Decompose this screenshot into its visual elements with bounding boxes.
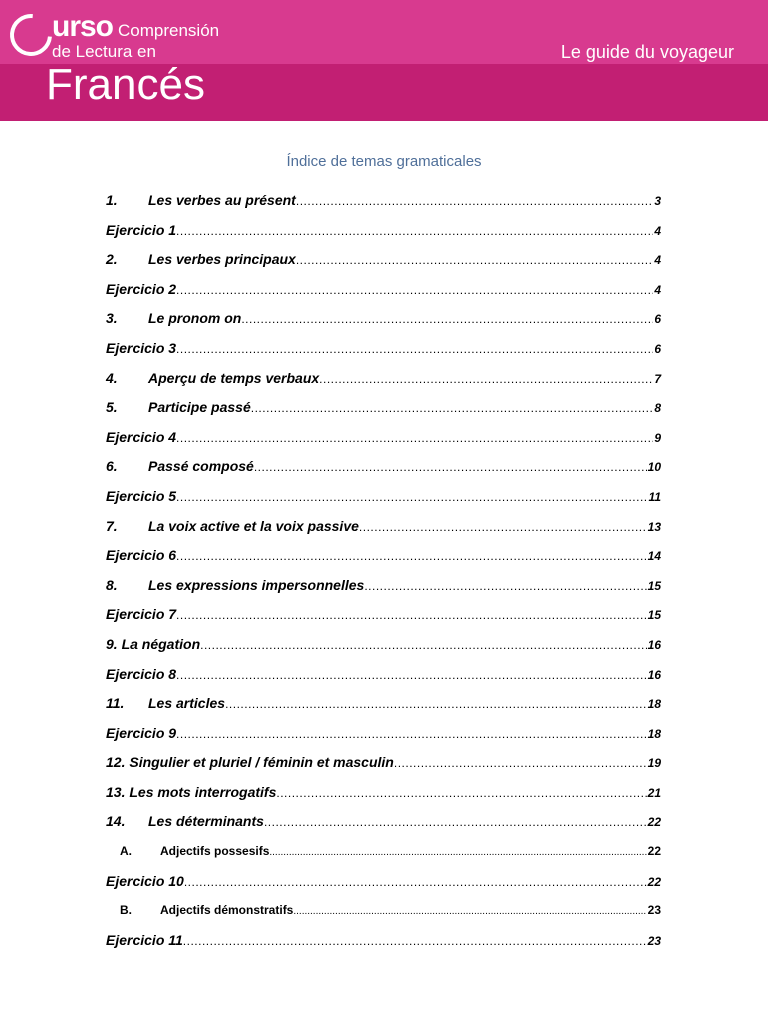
- toc-entry-page: 9: [654, 430, 661, 445]
- toc-entry[interactable]: [106, 512, 661, 542]
- toc-entry-page: 6: [654, 312, 661, 327]
- toc-leader-dots: [176, 222, 653, 240]
- toc-leader-dots: [176, 725, 647, 743]
- toc-entry[interactable]: [106, 600, 661, 630]
- toc-entry[interactable]: [106, 452, 661, 482]
- toc-entry-number: 5.: [106, 399, 118, 416]
- toc-leader-dots: [296, 192, 653, 210]
- toc-title: Índice de temas gramaticales: [286, 153, 482, 170]
- toc-entry-label: Ejercicio 5: [106, 487, 177, 504]
- toc-leader-dots: [359, 518, 647, 536]
- toc-entry-page: 10: [647, 460, 661, 475]
- toc-entry-number: 11.: [106, 695, 125, 712]
- toc-entry[interactable]: [106, 689, 661, 719]
- toc-entry-page: 22: [647, 874, 661, 889]
- toc-entry-page: 13: [647, 519, 661, 534]
- toc-entry-label: 9. La négation: [106, 635, 201, 652]
- toc-entry-page: 4: [654, 253, 661, 268]
- toc-entry-page: 8: [654, 401, 661, 416]
- guide-title: Le guide du voyageur: [560, 42, 734, 62]
- toc-leader-dots: [176, 666, 647, 684]
- toc-entry-label: Aperçu de temps verbaux: [148, 369, 320, 386]
- toc-entry-page: 7: [654, 371, 661, 386]
- toc-leader-dots: [269, 844, 646, 862]
- toc-entry-label: Les verbes au présent: [148, 192, 296, 208]
- toc-entry-label: La voix active et la voix passive: [148, 517, 359, 534]
- toc-entry-label: Ejercicio 1: [106, 221, 177, 238]
- toc-entry-page: 15: [647, 608, 661, 623]
- toc-leader-dots: [184, 873, 647, 891]
- toc-entry-page: 18: [647, 697, 661, 712]
- toc-leader-dots: [254, 458, 647, 476]
- toc-leader-dots: [176, 340, 653, 358]
- toc-leader-dots: [183, 932, 647, 950]
- toc-entry[interactable]: [106, 719, 661, 749]
- toc-entry-number: 8.: [106, 576, 118, 593]
- toc-entry[interactable]: [106, 748, 661, 778]
- toc-leader-dots: [176, 281, 653, 299]
- toc-leader-dots: [319, 370, 653, 388]
- toc-entry[interactable]: [106, 304, 661, 334]
- toc-entry-number: B.: [120, 903, 132, 918]
- toc-entry-page: 19: [647, 756, 661, 771]
- toc-entry[interactable]: [106, 630, 661, 660]
- toc-entry-label: Adjectifs possesifs: [160, 844, 270, 859]
- toc-entry-label: Participe passé: [148, 399, 251, 416]
- toc-leader-dots: [394, 754, 647, 772]
- toc-entry-page: 22: [647, 815, 661, 830]
- toc-entry-page: 18: [647, 726, 661, 741]
- toc-leader-dots: [293, 903, 646, 921]
- toc-leader-dots: [176, 429, 653, 447]
- toc-leader-dots: [176, 547, 647, 565]
- toc-entry-label: Ejercicio 9: [106, 724, 177, 741]
- toc-entry[interactable]: [106, 186, 661, 216]
- toc-entry-label: Le pronom on: [148, 310, 242, 327]
- toc-leader-dots: [200, 636, 647, 654]
- toc-entry[interactable]: [106, 245, 661, 275]
- logo-curso: urso: [52, 10, 114, 43]
- toc-entry-page: 3: [654, 194, 661, 208]
- toc-entry-label: Les articles: [148, 695, 226, 712]
- toc-entry[interactable]: [106, 423, 661, 453]
- toc-leader-dots: [176, 488, 647, 506]
- logo-line1: Comprensión: [118, 21, 220, 40]
- toc-entry-label: Ejercicio 8: [106, 665, 177, 682]
- toc-entry[interactable]: [106, 896, 661, 926]
- toc-entry-label: Ejercicio 11: [106, 931, 183, 948]
- toc-entry-label: Les déterminants: [148, 813, 264, 830]
- toc-entry-page: 16: [647, 637, 661, 652]
- table-of-contents: [106, 186, 661, 955]
- toc-entry-page: 22: [647, 844, 661, 859]
- toc-entry[interactable]: [106, 571, 661, 601]
- toc-leader-dots: [364, 577, 646, 595]
- toc-entry-page: 4: [654, 282, 661, 297]
- toc-entry-page: 23: [647, 933, 661, 948]
- toc-entry-label: Les verbes principaux: [148, 251, 296, 268]
- toc-entry-label: 13. Les mots interrogatifs: [106, 783, 277, 800]
- page-header: [0, 0, 768, 121]
- toc-entry[interactable]: [106, 275, 661, 305]
- toc-entry[interactable]: [106, 541, 661, 571]
- toc-entry-number: 4.: [106, 369, 118, 386]
- toc-entry-page: 23: [647, 903, 661, 918]
- toc-entry[interactable]: [106, 926, 661, 956]
- toc-entry-label: Ejercicio 7: [106, 606, 177, 623]
- toc-entry[interactable]: [106, 837, 661, 867]
- toc-leader-dots: [241, 310, 653, 328]
- toc-leader-dots: [176, 606, 647, 624]
- toc-entry[interactable]: [106, 660, 661, 690]
- toc-entry-number: A.: [120, 844, 132, 859]
- toc-leader-dots: [264, 813, 647, 831]
- toc-entry[interactable]: [106, 393, 661, 423]
- logo-frances: Francés: [46, 60, 205, 109]
- toc-entry-page: 21: [647, 785, 661, 800]
- toc-entry-label: Passé composé: [148, 458, 254, 475]
- toc-entry-page: 14: [647, 549, 661, 564]
- toc-entry[interactable]: [106, 867, 661, 897]
- toc-leader-dots: [225, 695, 647, 713]
- toc-leader-dots: [251, 399, 654, 417]
- toc-entry-label: Ejercicio 2: [106, 280, 177, 297]
- toc-entry-label: Adjectifs démonstratifs: [160, 903, 294, 918]
- toc-entry-label: Ejercicio 3: [106, 339, 177, 356]
- toc-entry[interactable]: [106, 482, 661, 512]
- toc-entry[interactable]: [106, 364, 661, 394]
- toc-entry-page: 4: [654, 223, 661, 238]
- toc-leader-dots: [296, 251, 653, 269]
- toc-entry-page: 6: [654, 341, 661, 356]
- toc-entry-page: 11: [648, 489, 661, 504]
- toc-entry-label: Ejercicio 4: [106, 428, 177, 445]
- toc-entry-number: 2.: [106, 251, 118, 268]
- toc-entry-number: 7.: [106, 517, 118, 534]
- toc-entry-page: 15: [647, 578, 661, 593]
- toc-entry[interactable]: [106, 216, 661, 246]
- logo-line2: de Lectura en: [52, 42, 156, 61]
- toc-entry-number: 3.: [106, 310, 118, 327]
- toc-entry-label: Ejercicio 10: [106, 872, 184, 889]
- toc-entry-label: Ejercicio 6: [106, 547, 177, 564]
- toc-entry[interactable]: [106, 778, 661, 808]
- toc-entry-label: Les expressions impersonnelles: [148, 576, 365, 593]
- toc-entry-number: 14.: [106, 813, 126, 830]
- toc-entry[interactable]: [106, 807, 661, 837]
- toc-entry-number: 1.: [106, 192, 118, 208]
- toc-entry-page: 16: [647, 667, 661, 682]
- toc-entry-number: 6.: [106, 458, 118, 475]
- toc-leader-dots: [276, 784, 646, 802]
- toc-entry-label: 12. Singulier et pluriel / féminin et masculin: [106, 754, 394, 771]
- toc-entry[interactable]: [106, 334, 661, 364]
